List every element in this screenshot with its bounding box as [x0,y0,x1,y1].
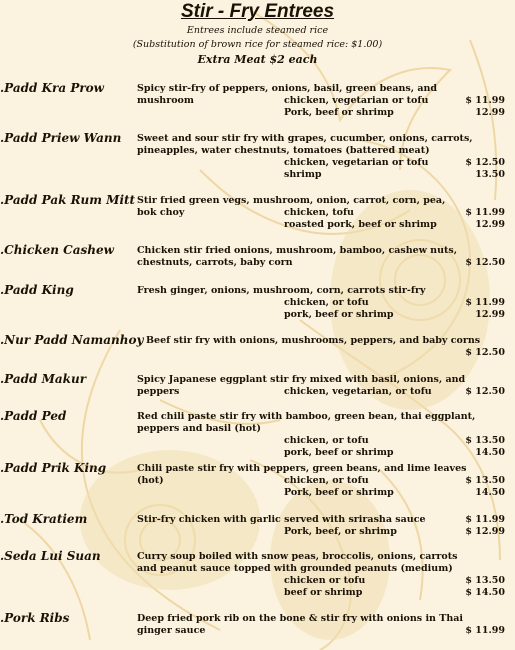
item-name: .Nur Padd Namanhoy [0,333,144,347]
item-price: 12.99 [475,309,505,320]
item-price: $ 11.99 [465,95,505,106]
item-description: Deep fried pork rib on the bone & stir fry with onions in Thai [137,613,464,624]
item-price: $ 12.99 [465,526,505,537]
item-price: $ 14.50 [465,587,505,598]
item-description: Stir fried green vegs, mushroom, onion, carrot, corn, pea, [137,195,446,206]
item-description: peppers [137,386,180,397]
item-name: .Padd Prik King [0,461,107,475]
item-option: pork, beef or shrimp [284,447,394,458]
item-option: chicken, or tofu [284,475,369,486]
item-description: (hot) [137,475,164,486]
item-option: chicken, vegetarian or tofu [284,157,429,168]
item-description: pineapples, water chestnuts, tomatoes (battered meat) [137,145,430,156]
item-description: ginger sauce [137,625,206,636]
item-description: Chicken stir fried onions, mushroom, bamboo, cashew nuts, [137,245,458,256]
item-option: chicken, tofu [284,207,354,218]
item-name: .Padd Ped [0,409,67,423]
item-description: and peanut sauce topped with grounded peanuts (medium) [137,563,453,574]
item-name: .Padd Pak Rum Mitt [0,193,136,207]
item-price: $ 11.99 [465,514,505,525]
item-option: chicken, vegetarian or tofu [284,95,429,106]
item-option: chicken or tofu [284,575,366,586]
item-price: $ 13.50 [465,475,505,486]
item-price: $ 11.99 [465,625,505,636]
item-description: Spicy stir-fry of peppers, onions, basil, green beans, and [137,83,438,94]
item-price: $ 12.50 [465,157,505,168]
item-option: Pork, beef, or shrimp [284,526,397,537]
item-price: $ 13.50 [465,435,505,446]
extra-meat-note: Extra Meat $2 each [197,53,318,66]
page-title: Stir - Fry Entrees [180,1,335,22]
item-name: .Padd Makur [0,372,87,386]
item-option: shrimp [284,169,322,180]
item-description: peppers and basil (hot) [137,423,261,434]
item-description: Spicy Japanese eggplant stir fry mixed with basil, onions, and [137,374,466,385]
item-name: .Padd Priew Wann [0,131,122,145]
item-description: chestnuts, carrots, baby corn [137,257,293,268]
item-name: .Padd Kra Prow [0,81,104,95]
item-price: $ 11.99 [465,297,505,308]
item-description: Stir-fry chicken with garlic served with srirasha sauce [137,514,426,525]
item-name: .Seda Lui Suan [0,549,101,563]
item-price: $ 11.99 [465,207,505,218]
item-price: $ 12.50 [465,347,505,358]
item-name: .Chicken Cashew [0,243,114,257]
item-price: 14.50 [475,487,505,498]
item-name: .Pork Ribs [0,611,70,625]
item-price: $ 12.50 [465,386,505,397]
item-description: Beef stir fry with onions, mushrooms, peppers, and baby corns [146,335,481,346]
item-price: $ 12.50 [465,257,505,268]
substitution-note: (Substitution of brown rice for steamed rice: $1.00) [132,39,383,50]
item-price: 13.50 [475,169,505,180]
item-price: 14.50 [475,447,505,458]
item-option: roasted pork, beef or shrimp [284,219,437,230]
item-price: $ 13.50 [465,575,505,586]
item-option: chicken, or tofu [284,297,369,308]
item-option: chicken, vegetarian, or tofu [284,386,432,397]
item-description: Red chili paste stir fry with bamboo, green bean, thai eggplant, [137,411,476,422]
rice-note: Entrees include steamed rice [186,25,329,36]
item-description: Curry soup boiled with snow peas, broccolis, onions, carrots [137,551,458,562]
item-name: .Tod Kratiem [0,512,88,526]
item-description: Sweet and sour stir fry with grapes, cucumber, onions, carrots, [137,133,473,144]
item-description: bok choy [137,207,185,218]
item-description: mushroom [137,95,194,106]
item-option: pork, beef or shrimp [284,309,394,320]
item-price: 12.99 [475,219,505,230]
item-price: 12.99 [475,107,505,118]
item-option: Pork, beef or shrimp [284,487,394,498]
item-description: Chili paste stir fry with peppers, green beans, and lime leaves [137,463,467,474]
item-option: chicken, or tofu [284,435,369,446]
item-option: beef or shrimp [284,587,363,598]
item-description: Fresh ginger, onions, mushroom, corn, carrots stir-fry [137,285,426,296]
item-option: Pork, beef or shrimp [284,107,394,118]
item-name: .Padd King [0,283,74,297]
